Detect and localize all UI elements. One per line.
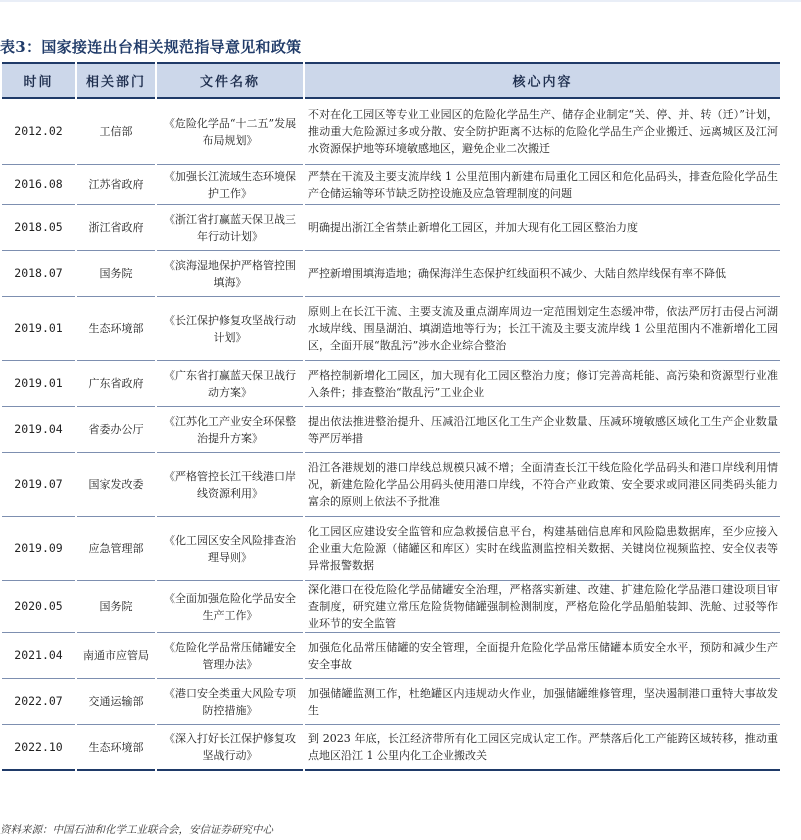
row-document: 《港口安全类重大风险专项防控措施》 xyxy=(157,679,303,725)
table-row xyxy=(2,679,780,725)
row-document: 《危险化学品常压储罐安全管理办法》 xyxy=(157,633,303,679)
row-time: 2022.10 xyxy=(2,725,75,771)
row-department: 江苏省政府 xyxy=(77,165,155,205)
row-document: 《深入打好长江保护修复攻坚战行动》 xyxy=(157,725,303,771)
column-header-department: 相关部门 xyxy=(77,62,155,99)
table-title: 表3：国家接连出台相关规范指导意见和政策 xyxy=(0,38,302,56)
row-document: 《江苏化工产业安全环保整治提升方案》 xyxy=(157,407,303,453)
row-content: 严控新增围填海造地；确保海洋生态保护红线面积不减少、大陆自然岸线保有率不降低 xyxy=(305,251,780,297)
row-content: 沿江各港规划的港口岸线总规模只减不增；全面清查长江干线危险化学品码头和港口岸线利用情况，新建危险化学品公用码头使用港口岸线，不符合产业政策、安全要求或同港区同类码头能力富余的原则上依法不予批准 xyxy=(305,453,780,517)
row-content: 到 2023 年底，长江经济带所有化工园区完成认定工作。严禁落后化工产能跨区域转移，推动重点地区沿江 1 公里内化工企业搬改关 xyxy=(305,725,780,771)
row-department: 广东省政府 xyxy=(77,361,155,407)
table-row xyxy=(2,205,780,251)
policy-table xyxy=(0,62,782,771)
row-time: 2018.05 xyxy=(2,205,75,251)
top-rule xyxy=(0,0,801,2)
row-content: 原则上在长江干流、主要支流及重点湖库周边一定范围划定生态缓冲带，依法严厉打击侵占河湖水域岸线、围垦湖泊、填湖造地等行为；长江干流及主要支流岸线 1 公里范围内不准新增化工园区，全面开展“散乱污”涉水企业综合整治 xyxy=(305,297,780,361)
row-content: 深化港口在役危险化学品储罐安全治理，严格落实新建、改建、扩建危险化学品港口建设项目审查制度，研究建立常压危险货物储罐强制检测制度，严格危险化学品船舶装卸、洗舱、过驳等作业环节的安全监管 xyxy=(305,581,780,633)
row-content: 提出依法推进整治提升、压减沿江地区化工生产企业数量、压减环境敏感区域化工生产企业数量等严厉举措 xyxy=(305,407,780,453)
row-time: 2019.09 xyxy=(2,517,75,581)
source-note: 资料来源：中国石油和化学工业联合会，安信证券研究中心 xyxy=(0,824,273,836)
row-department: 应急管理部 xyxy=(77,517,155,581)
table-row xyxy=(2,251,780,297)
row-document: 《全面加强危险化学品安全生产工作》 xyxy=(157,581,303,633)
row-department: 国务院 xyxy=(77,581,155,633)
row-document: 《浙江省打赢蓝天保卫战三年行动计划》 xyxy=(157,205,303,251)
table-row xyxy=(2,165,780,205)
table-row xyxy=(2,361,780,407)
table-row xyxy=(2,633,780,679)
row-department: 生态环境部 xyxy=(77,725,155,771)
row-department: 浙江省政府 xyxy=(77,205,155,251)
row-time: 2019.01 xyxy=(2,297,75,361)
row-department: 南通市应管局 xyxy=(77,633,155,679)
row-content: 严禁在干流及主要支流岸线 1 公里范围内新建布局重化工园区和危化品码头，排查危险化学品生产仓储运输等环节缺乏防控设施及应急管理制度的问题 xyxy=(305,165,780,205)
table-row xyxy=(2,453,780,517)
row-document: 《严格管控长江干线港口岸线资源利用》 xyxy=(157,453,303,517)
column-header-document: 文件名称 xyxy=(157,62,303,99)
row-department: 工信部 xyxy=(77,99,155,165)
row-document: 《滨海湿地保护严格管控围填海》 xyxy=(157,251,303,297)
row-document: 《广东省打赢蓝天保卫战行动方案》 xyxy=(157,361,303,407)
row-content: 化工园区应建设安全监管和应急救援信息平台，构建基础信息库和风险隐患数据库，至少应接入企业重大危险源（储罐区和库区）实时在线监测监控相关数据、关键岗位视频监控、安全仪表等异常报警数据 xyxy=(305,517,780,581)
table-row xyxy=(2,581,780,633)
row-document: 《危险化学品“十二五”发展布局规划》 xyxy=(157,99,303,165)
row-department: 国务院 xyxy=(77,251,155,297)
row-time: 2019.04 xyxy=(2,407,75,453)
column-header-time: 时间 xyxy=(2,62,75,99)
row-time: 2018.07 xyxy=(2,251,75,297)
table-row xyxy=(2,725,780,771)
column-header-content: 核心内容 xyxy=(305,62,780,99)
table-row xyxy=(2,407,780,453)
row-time: 2019.07 xyxy=(2,453,75,517)
row-content: 不对在化工园区等专业工业园区的危险化学品生产、储存企业制定“关、停、并、转（迁）”计划，推动重大危险源过多或分散、安全防护距离不达标的危险化学品生产企业搬迁、远离城区及江河水资源保护地等环境敏感地区，避免企业二次搬迁 xyxy=(305,99,780,165)
row-department: 国家发改委 xyxy=(77,453,155,517)
table-row xyxy=(2,99,780,165)
row-content: 严格控制新增化工园区，加大现有化工园区整治力度；修订完善高耗能、高污染和资源型行业准入条件；排查整治“散乱污”工业企业 xyxy=(305,361,780,407)
row-content: 加强危化品常压储罐的安全管理，全面提升危险化学品常压储罐本质安全水平，预防和减少生产安全事故 xyxy=(305,633,780,679)
row-time: 2012.02 xyxy=(2,99,75,165)
row-document: 《化工园区安全风险排查治理导则》 xyxy=(157,517,303,581)
row-time: 2022.07 xyxy=(2,679,75,725)
header-row xyxy=(2,62,780,99)
table-body xyxy=(2,99,780,771)
row-content: 明确提出浙江全省禁止新增化工园区，并加大现有化工园区整治力度 xyxy=(305,205,780,251)
table-row xyxy=(2,517,780,581)
row-department: 生态环境部 xyxy=(77,297,155,361)
table-row xyxy=(2,297,780,361)
row-time: 2020.05 xyxy=(2,581,75,633)
row-content: 加强储罐监测工作，杜绝罐区内违规动火作业，加强储罐维修管理，坚决遏制港口重特大事故发生 xyxy=(305,679,780,725)
row-department: 交通运输部 xyxy=(77,679,155,725)
row-time: 2016.08 xyxy=(2,165,75,205)
row-time: 2021.04 xyxy=(2,633,75,679)
row-department: 省委办公厅 xyxy=(77,407,155,453)
row-document: 《长江保护修复攻坚战行动计划》 xyxy=(157,297,303,361)
row-document: 《加强长江流域生态环境保护工作》 xyxy=(157,165,303,205)
row-time: 2019.01 xyxy=(2,361,75,407)
